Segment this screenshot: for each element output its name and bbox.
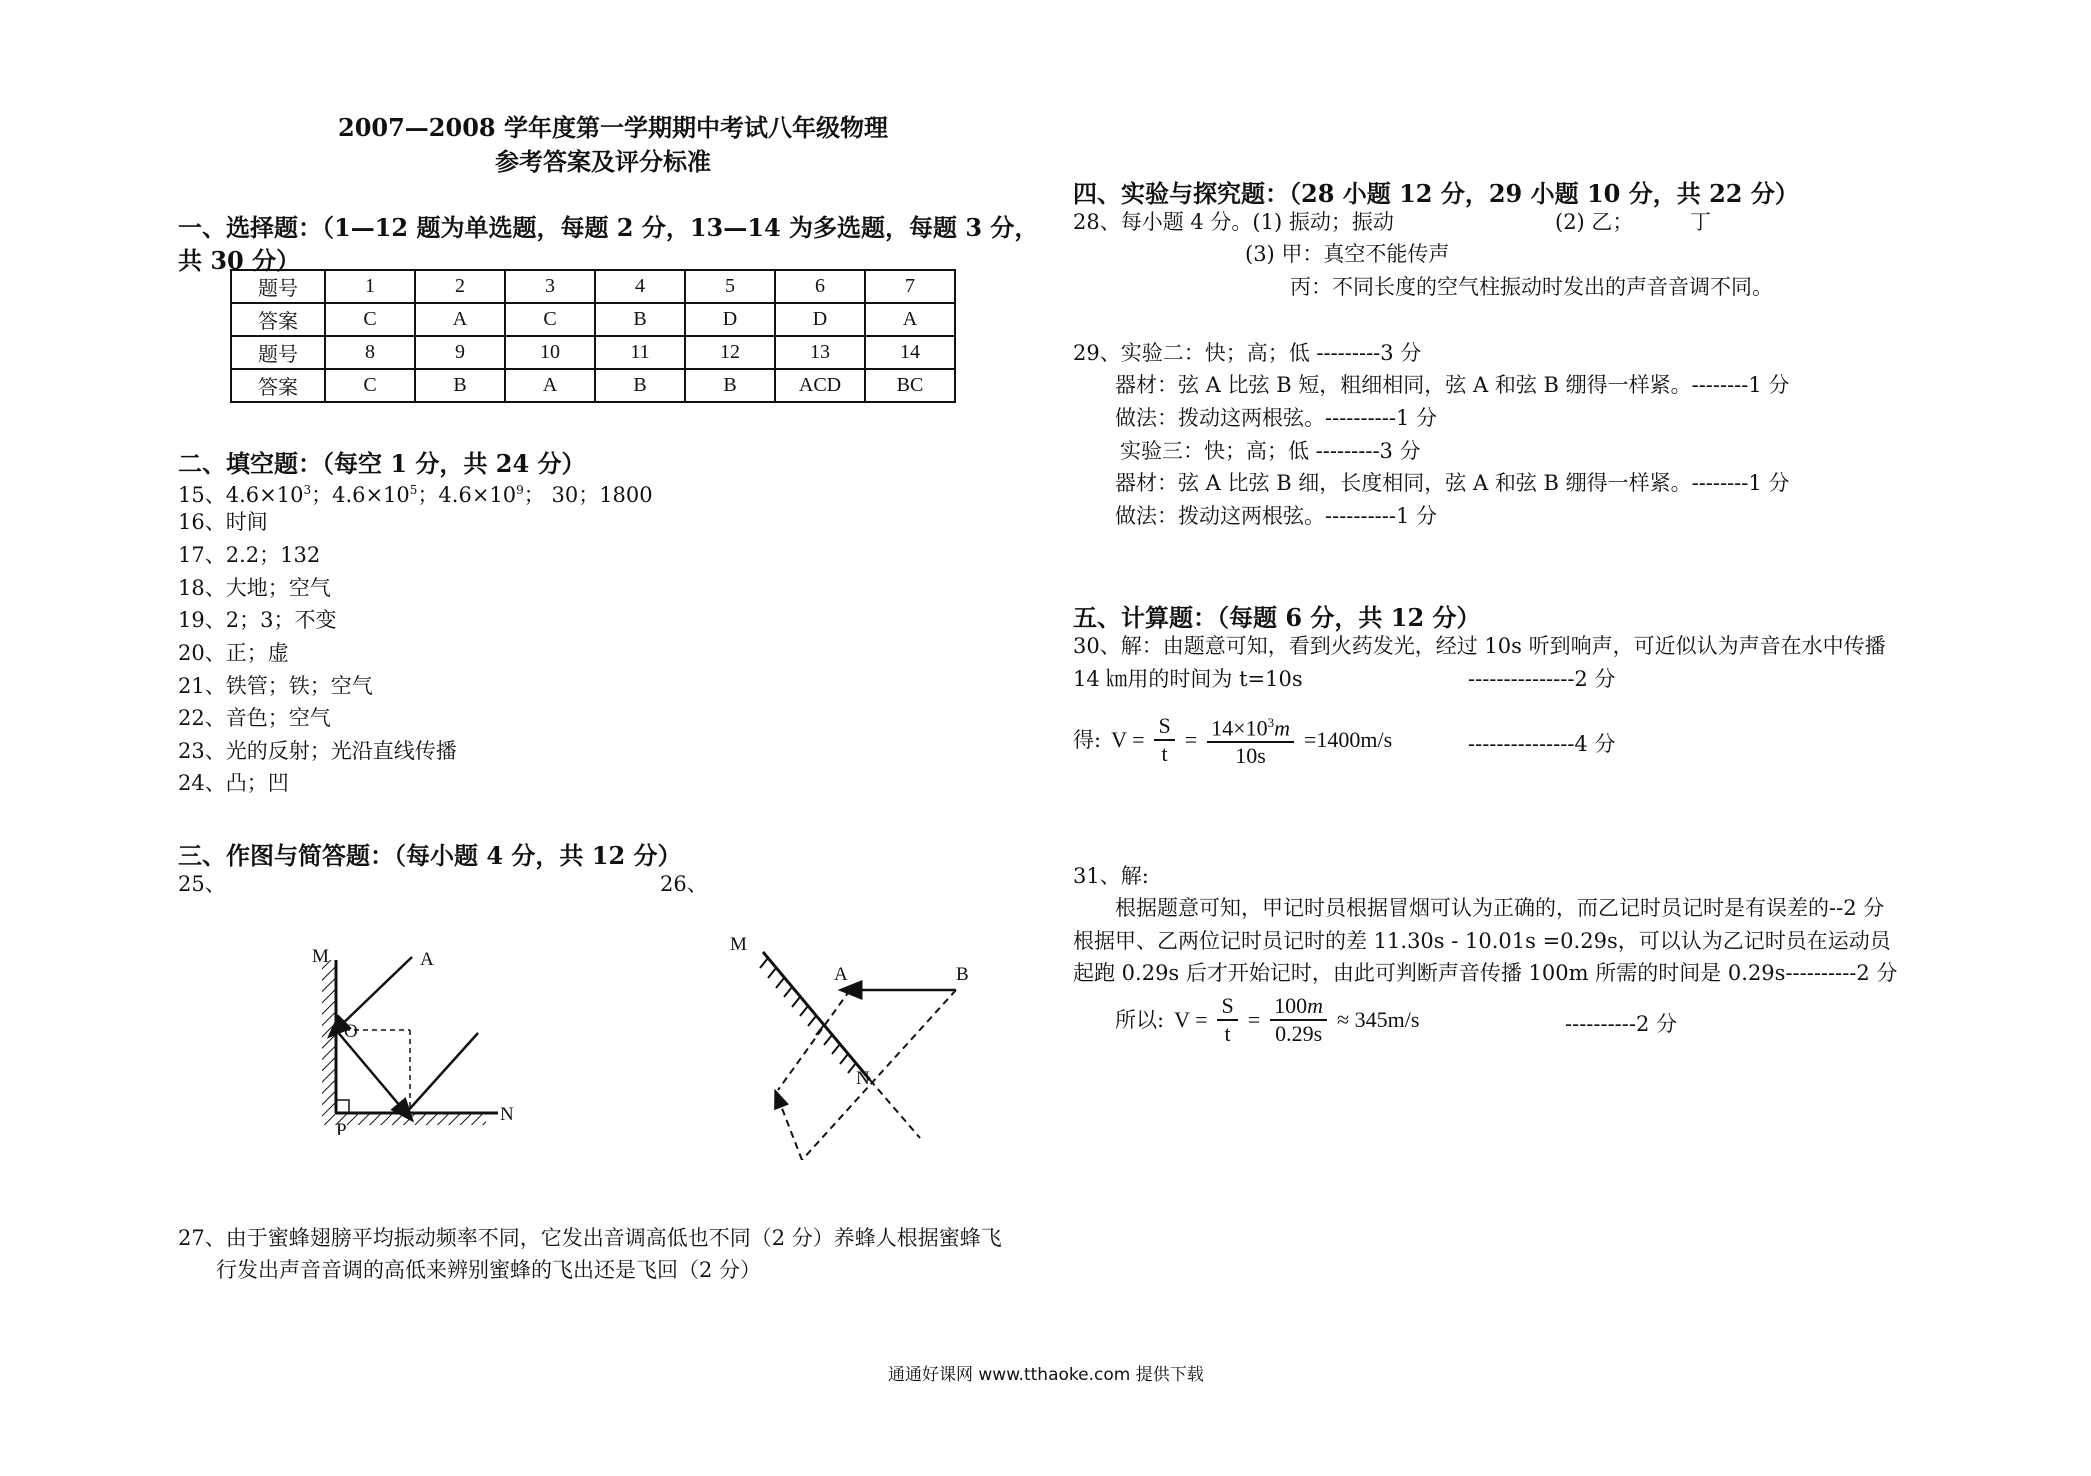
fraction-values — [1270, 993, 1327, 1047]
table-row — [231, 336, 955, 369]
answer-line-30-2: 14 ㎞用的时间为 t=10s — [1073, 667, 1303, 691]
answer-line-31: 31、解: — [1073, 864, 1149, 888]
score-mark: ----------2 分 — [1565, 1012, 1677, 1036]
mirror-reflection-diagram — [300, 945, 540, 1135]
numerator — [1207, 710, 1294, 743]
denominator: 0.29s — [1275, 1021, 1323, 1046]
exponent: 3 — [303, 483, 312, 497]
table-cell: C — [505, 303, 595, 336]
answer-line-16: 16、时间 — [178, 510, 268, 534]
table-cell: A — [865, 303, 955, 336]
equation-lhs: V = — [1111, 726, 1145, 752]
table-row — [231, 369, 955, 402]
incident-ray — [336, 957, 412, 1030]
answer-line-29-3: 做法：拨动这两根弦。----------1 分 — [1115, 406, 1437, 430]
label-N: N — [500, 1104, 514, 1125]
table-cell: 13 — [775, 336, 865, 369]
plane-mirror-image-diagram — [720, 930, 990, 1160]
section5-heading: 五、计算题：（每题 6 分，共 12 分） — [1073, 603, 1481, 632]
answer-text: ；4.6×10 — [417, 483, 517, 507]
table-cell: 题号 — [231, 336, 325, 369]
numerator-value: 100 — [1274, 993, 1308, 1018]
vertical-mirror-hatch — [322, 960, 336, 1125]
label-N: N — [856, 1068, 870, 1089]
answer-line-27: 27、由于蜜蜂翅膀平均振动频率不同，它发出音调高低也不同（2 分）养蜂人根据蜜蜂飞 — [178, 1226, 1002, 1250]
table-cell: 2 — [415, 270, 505, 303]
denominator: t — [1161, 740, 1168, 766]
table-cell: 6 — [775, 270, 865, 303]
table-cell: D — [685, 303, 775, 336]
fraction-s-over-t — [1217, 993, 1237, 1047]
table-cell: B — [685, 369, 775, 402]
answer-line-28-4: 丙：不同长度的空气柱振动时发出的声音音调不同。 — [1290, 275, 1773, 299]
page-title: 2007—2008 学年度第一学期期中考试八年级物理 — [338, 113, 888, 142]
section1-heading: 一、选择题：（1—12 题为单选题，每题 2 分，13—14 为多选题，每题 3 分， — [178, 213, 1039, 242]
answer-line-23: 23、光的反射；光沿直线传播 — [178, 739, 457, 763]
answer-line-28: 28、每小题 4 分。(1) 振动；振动 — [1073, 210, 1394, 234]
answer-line-20: 20、正；虚 — [178, 641, 289, 665]
exponent: 9 — [516, 483, 524, 497]
table-cell: 题号 — [231, 270, 325, 303]
equals-sign: = — [1247, 1007, 1261, 1032]
mirror-line — [763, 952, 870, 1080]
answer-line-28c: 丁 — [1690, 210, 1711, 234]
numerator-value: 14×10 — [1211, 715, 1268, 741]
table-row — [231, 303, 955, 336]
unit: m — [1274, 715, 1290, 741]
answer-line-17: 17、2.2；132 — [178, 543, 321, 567]
answer-line-29-6: 做法：拨动这两根弦。----------1 分 — [1115, 504, 1437, 528]
equals-sign: = — [1184, 726, 1198, 752]
image-arrow — [778, 1098, 802, 1160]
construction-line — [802, 990, 956, 1160]
answer-line-27-cont: 行发出声音音调的高低来辨别蜜蜂的飞出还是飞回（2 分） — [216, 1258, 762, 1282]
table-cell: 答案 — [231, 303, 325, 336]
label-A: A — [420, 949, 434, 970]
mirror-extension — [870, 1080, 920, 1138]
answer-line-28-3: (3) 甲：真空不能传声 — [1245, 242, 1450, 266]
answer-text: 15、4.6×10 — [178, 483, 304, 507]
table-cell: C — [325, 303, 415, 336]
unit: m — [1307, 993, 1324, 1018]
footer-source: 通通好课网 www.tthaoke.com 提供下载 — [888, 1365, 1204, 1385]
label-M: M — [312, 946, 329, 967]
label-O: O — [344, 1021, 358, 1042]
question-26-label: 26、 — [660, 872, 708, 896]
table-cell: 11 — [595, 336, 685, 369]
label-M: M — [730, 934, 747, 955]
equation-lhs: V = — [1174, 1007, 1208, 1032]
table-cell: 10 — [505, 336, 595, 369]
table-cell: 8 — [325, 336, 415, 369]
answer-text: ； 30；1800 — [523, 483, 653, 507]
table-cell: 5 — [685, 270, 775, 303]
answer-line-30: 30、解：由题意可知，看到火药发光，经过 10s 听到响声，可近似认为声音在水中传播 — [1073, 634, 1886, 658]
question-25-label: 25、 — [178, 872, 226, 896]
score-mark: ---------------4 分 — [1468, 732, 1616, 756]
answer-line-29-4: 实验三：快；高；低 ---------3 分 — [1120, 439, 1421, 463]
table-cell: 3 — [505, 270, 595, 303]
label-B: B — [956, 964, 969, 985]
table-cell: BC — [865, 369, 955, 402]
table-cell: 4 — [595, 270, 685, 303]
table-cell: D — [775, 303, 865, 336]
horizontal-mirror-hatch — [336, 1113, 486, 1125]
answer-text: ；4.6×10 — [311, 483, 410, 507]
section1-heading-cont: 共 30 分） — [178, 246, 301, 275]
answer-line-31-3: 起跑 0.29s 后才开始记时，由此可判断声音传播 100m 所需的时间是 0.29s----------2 分 — [1073, 961, 1898, 985]
section3-heading: 三、作图与简答题：（每小题 4 分，共 12 分） — [178, 841, 682, 870]
score-mark: ---------------2 分 — [1468, 667, 1616, 691]
answer-line-29-2: 器材：弦 A 比弦 B 短，粗细相同，弦 A 和弦 B 绷得一样紧。--------1 分 — [1115, 373, 1790, 397]
answer-line-24: 24、凸；凹 — [178, 771, 289, 795]
answer-line-21: 21、铁管；铁；空气 — [178, 674, 373, 698]
second-reflected-ray — [406, 1033, 478, 1113]
table-cell: 12 — [685, 336, 775, 369]
exponent: 5 — [409, 483, 418, 497]
fraction-s-over-t — [1154, 713, 1174, 767]
table-cell: C — [325, 369, 415, 402]
table-cell: 答案 — [231, 369, 325, 402]
answer-line-18: 18、大地；空气 — [178, 576, 331, 600]
exponent: 3 — [1267, 715, 1275, 730]
equation-30 — [1073, 710, 1392, 769]
table-cell: ACD — [775, 369, 865, 402]
table-cell: B — [595, 369, 685, 402]
table-cell: A — [415, 303, 505, 336]
section4-heading: 四、实验与探究题：（28 小题 12 分，29 小题 10 分，共 22 分） — [1073, 179, 1799, 208]
numerator: S — [1154, 713, 1174, 741]
page-subtitle: 参考答案及评分标准 — [495, 147, 711, 176]
table-cell: B — [415, 369, 505, 402]
table-cell: 7 — [865, 270, 955, 303]
construction-line — [778, 990, 850, 1090]
equation-lead: 得: — [1073, 727, 1102, 752]
answer-line-19: 19、2；3；不变 — [178, 608, 337, 632]
answer-line-22: 22、音色；空气 — [178, 706, 331, 730]
answer-line-31-2: 根据甲、乙两位记时员记时的差 11.30s - 10.01s =0.29s，可以认为乙记时员在运动员 — [1073, 929, 1891, 953]
table-cell: 9 — [415, 336, 505, 369]
fraction-values — [1207, 710, 1294, 769]
right-angle-mark — [336, 1100, 349, 1113]
answer-table — [230, 269, 956, 403]
equation-31 — [1115, 993, 1419, 1047]
answer-line-29-5: 器材：弦 A 比弦 B 细，长度相同，弦 A 和弦 B 绷得一样紧。--------1 分 — [1115, 471, 1790, 495]
equation-result: ≈ 345m/s — [1337, 1007, 1420, 1032]
table-cell: B — [595, 303, 685, 336]
denominator: t — [1224, 1021, 1231, 1046]
table-cell: A — [505, 369, 595, 402]
label-P: P — [336, 1120, 347, 1135]
numerator: S — [1217, 993, 1237, 1021]
answer-line-31-1: 根据题意可知，甲记时员根据冒烟可认为正确的，而乙记时员记时是有误差的--2 分 — [1115, 896, 1885, 920]
answer-line-28b: (2) 乙； — [1555, 210, 1634, 234]
equation-lead: 所以: — [1115, 1008, 1165, 1032]
denominator: 10s — [1235, 743, 1266, 769]
numerator — [1270, 993, 1327, 1021]
equation-result: =1400m/s — [1303, 726, 1393, 752]
section2-heading: 二、填空题：（每空 1 分，共 24 分） — [178, 449, 586, 478]
table-cell: 1 — [325, 270, 415, 303]
table-row — [231, 270, 955, 303]
answer-line-29: 29、实验二：快；高；低 ---------3 分 — [1073, 341, 1422, 365]
label-A: A — [834, 964, 848, 985]
table-cell: 14 — [865, 336, 955, 369]
